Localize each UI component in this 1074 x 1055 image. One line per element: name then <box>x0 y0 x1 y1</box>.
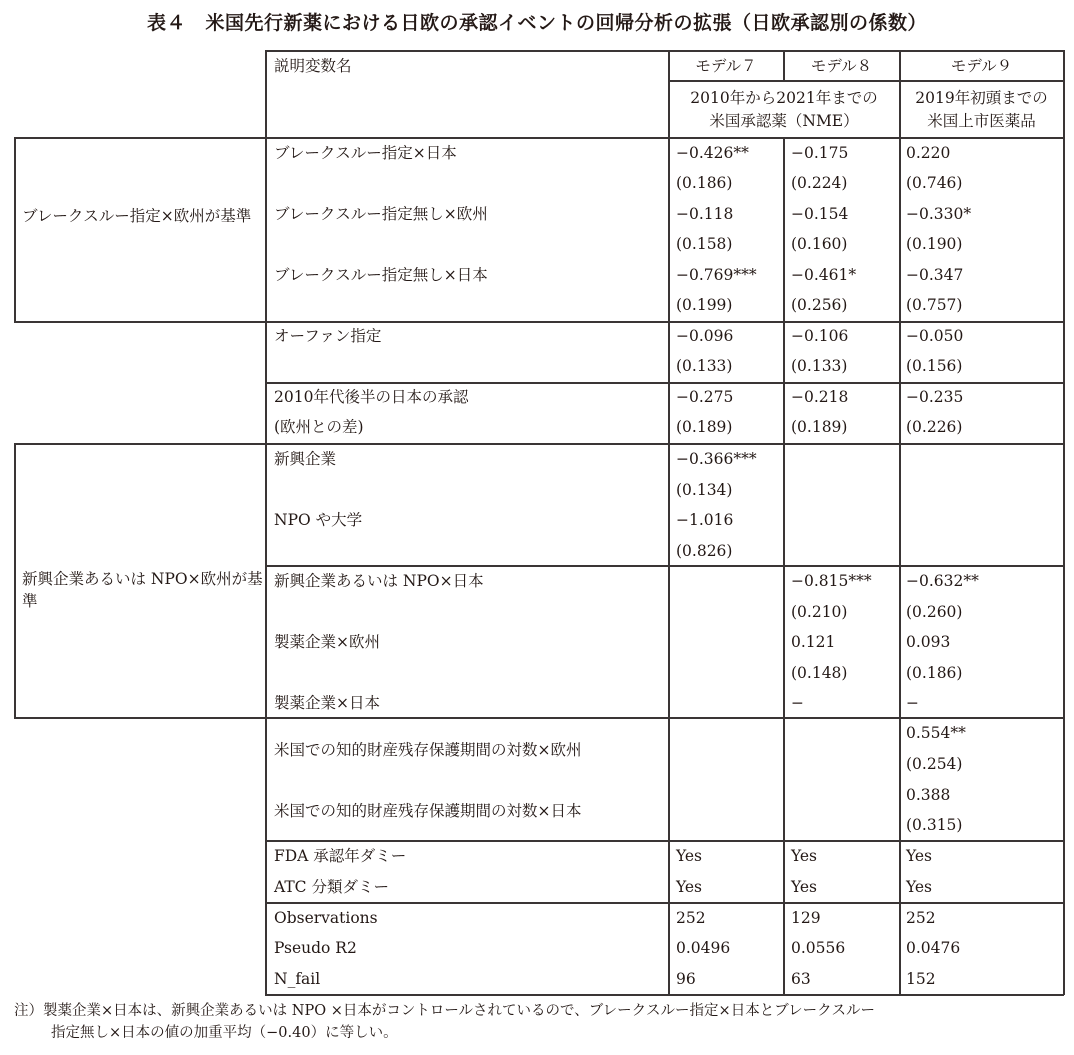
cell-m7: 0.0496 <box>676 939 731 957</box>
cell-m9: − <box>906 694 919 712</box>
cell-m9: −0.347 <box>906 266 964 284</box>
row-label: (欧州との差) <box>274 418 364 436</box>
header-model-9: モデル９ <box>950 57 1013 75</box>
cell-m9: 0.554** <box>906 724 966 742</box>
cell-m9: −0.050 <box>906 327 964 345</box>
cell-m9: 152 <box>906 970 936 988</box>
cell-m7: −0.426** <box>676 144 749 162</box>
header-sample-9-line1: 2019年初頭までの <box>915 89 1048 107</box>
cell-m8: 129 <box>791 909 821 927</box>
cell-m7: −0.366*** <box>676 450 757 468</box>
cell-m7: −1.016 <box>676 511 734 529</box>
header-model-8: モデル８ <box>810 57 873 75</box>
rule-group-left-2 <box>14 443 16 718</box>
group-label-startup: 新興企業あるいは NPO×欧州が基準 <box>22 570 263 610</box>
row-label: 製薬企業×欧州 <box>274 633 380 651</box>
rule-m9-left <box>899 50 901 995</box>
cell-m9: 0.220 <box>906 144 951 162</box>
cell-m8: 0.121 <box>791 633 836 651</box>
cell-m8: −0.175 <box>791 144 849 162</box>
header-model-7: モデル７ <box>695 57 757 75</box>
header-sample-78-line2: 米国承認薬（NME） <box>709 112 859 130</box>
rule-after-dummies <box>265 902 1064 904</box>
cell-m8: 63 <box>791 970 811 988</box>
cell-m7: 96 <box>676 970 696 988</box>
cell-m8: (0.224) <box>791 174 848 192</box>
cell-m9: −0.235 <box>906 388 964 406</box>
cell-m9: −0.632** <box>906 572 979 590</box>
cell-m7: −0.275 <box>676 388 734 406</box>
cell-m8: (0.210) <box>791 603 848 621</box>
cell-m9: −0.330* <box>906 205 972 223</box>
cell-m7: Yes <box>676 847 703 865</box>
row-label: 2010年代後半の日本の承認 <box>274 388 469 406</box>
cell-m7: (0.186) <box>676 174 733 192</box>
cell-m8: (0.133) <box>791 357 848 375</box>
row-label: 新興企業あるいは NPO×日本 <box>274 572 484 590</box>
row-label: N_fail <box>274 970 321 988</box>
rule-model-row <box>668 80 1064 82</box>
rule-top <box>265 50 1064 52</box>
rule-after-npo-univ <box>265 565 1064 567</box>
cell-m9: (0.190) <box>906 235 963 253</box>
cell-m8: (0.189) <box>791 418 848 436</box>
cell-m8: −0.154 <box>791 205 849 223</box>
row-label-ip-jp: 米国での知的財産残存保護期間の対数×日本 <box>274 802 582 820</box>
row-label: 製薬企業×日本 <box>274 694 380 712</box>
header-sample-78-line1: 2010年から2021年までの <box>690 89 878 107</box>
cell-m9: Yes <box>906 878 933 896</box>
row-label-ip-eu: 米国での知的財産残存保護期間の対数×欧州 <box>274 741 582 759</box>
row-label: NPO や大学 <box>274 511 363 529</box>
row-label: ブレークスルー指定無し×欧州 <box>274 205 488 223</box>
rule-after-pharma-jp <box>14 717 1064 719</box>
footnote-line-1: 注）製薬企業×日本は、新興企業あるいは NPO ×日本がコントロールされているので、ブレークスルー指定×日本とブレークスルー <box>14 1003 875 1019</box>
cell-m8: −0.815*** <box>791 572 872 590</box>
rule-group-left-1 <box>14 137 16 322</box>
rule-after-ip <box>265 840 1064 842</box>
cell-m8: (0.256) <box>791 296 848 314</box>
row-label: ATC 分類ダミー <box>274 878 389 896</box>
cell-m8: (0.160) <box>791 235 848 253</box>
cell-m8: − <box>791 694 804 712</box>
cell-m7: (0.133) <box>676 357 733 375</box>
row-label: オーファン指定 <box>274 327 382 345</box>
cell-m7: −0.769*** <box>676 266 757 284</box>
cell-m7: (0.199) <box>676 296 733 314</box>
rule-var-left <box>265 50 267 995</box>
cell-m8: −0.461* <box>791 266 857 284</box>
rule-after-2010s <box>14 443 1064 445</box>
cell-m7: −0.096 <box>676 327 734 345</box>
cell-m9: 0.0476 <box>906 939 961 957</box>
row-label: ブレークスルー指定×日本 <box>274 144 457 162</box>
cell-m8: Yes <box>791 878 818 896</box>
rule-m7-left <box>668 50 670 995</box>
rule-m8-left <box>783 137 785 995</box>
cell-m7: (0.134) <box>676 481 733 499</box>
cell-m9: (0.315) <box>906 816 963 834</box>
header-sample-9-line2: 米国上市医薬品 <box>927 112 1036 130</box>
footnote <box>14 1000 1069 1044</box>
cell-m9: (0.156) <box>906 357 963 375</box>
row-label: Observations <box>274 909 378 927</box>
cell-m9: (0.186) <box>906 664 963 682</box>
rule-after-breakthrough <box>14 321 1064 323</box>
cell-m8: 0.0556 <box>791 939 846 957</box>
rule-header-bottom <box>14 137 1064 139</box>
cell-m8: Yes <box>791 847 818 865</box>
cell-m8: −0.106 <box>791 327 849 345</box>
row-label: FDA 承認年ダミー <box>274 847 407 865</box>
cell-m9: (0.226) <box>906 418 963 436</box>
cell-m9: (0.260) <box>906 603 963 621</box>
cell-m8: (0.148) <box>791 664 848 682</box>
rule-bottom <box>265 994 1064 996</box>
header-variable-name: 説明変数名 <box>274 57 352 75</box>
group-label-breakthrough: ブレークスルー指定×欧州が基準 <box>22 207 252 225</box>
row-label: ブレークスルー指定無し×日本 <box>274 266 488 284</box>
footnote-line-2: 指定無し×日本の値の加重平均（−0.40）に等しい。 <box>51 1025 398 1041</box>
row-label: 新興企業 <box>274 450 337 468</box>
rule-right <box>1063 50 1065 995</box>
cell-m9: 0.093 <box>906 633 951 651</box>
cell-m7: Yes <box>676 878 703 896</box>
cell-m9: 252 <box>906 909 936 927</box>
cell-m8: −0.218 <box>791 388 849 406</box>
cell-m7: (0.826) <box>676 542 733 560</box>
cell-m7: −0.118 <box>676 205 734 223</box>
row-label: Pseudo R2 <box>274 939 357 957</box>
cell-m9: (0.254) <box>906 755 963 773</box>
cell-m9: (0.757) <box>906 296 963 314</box>
rule-after-orphan <box>265 382 1064 384</box>
cell-m7: (0.189) <box>676 418 733 436</box>
table-title: 表４ 米国先行新薬における日欧の承認イベントの回帰分析の拡張（日欧承認別の係数） <box>146 12 927 34</box>
cell-m9: (0.746) <box>906 174 963 192</box>
cell-m7: (0.158) <box>676 235 733 253</box>
cell-m9: Yes <box>906 847 933 865</box>
cell-m7: 252 <box>676 909 706 927</box>
cell-m9: 0.388 <box>906 786 951 804</box>
